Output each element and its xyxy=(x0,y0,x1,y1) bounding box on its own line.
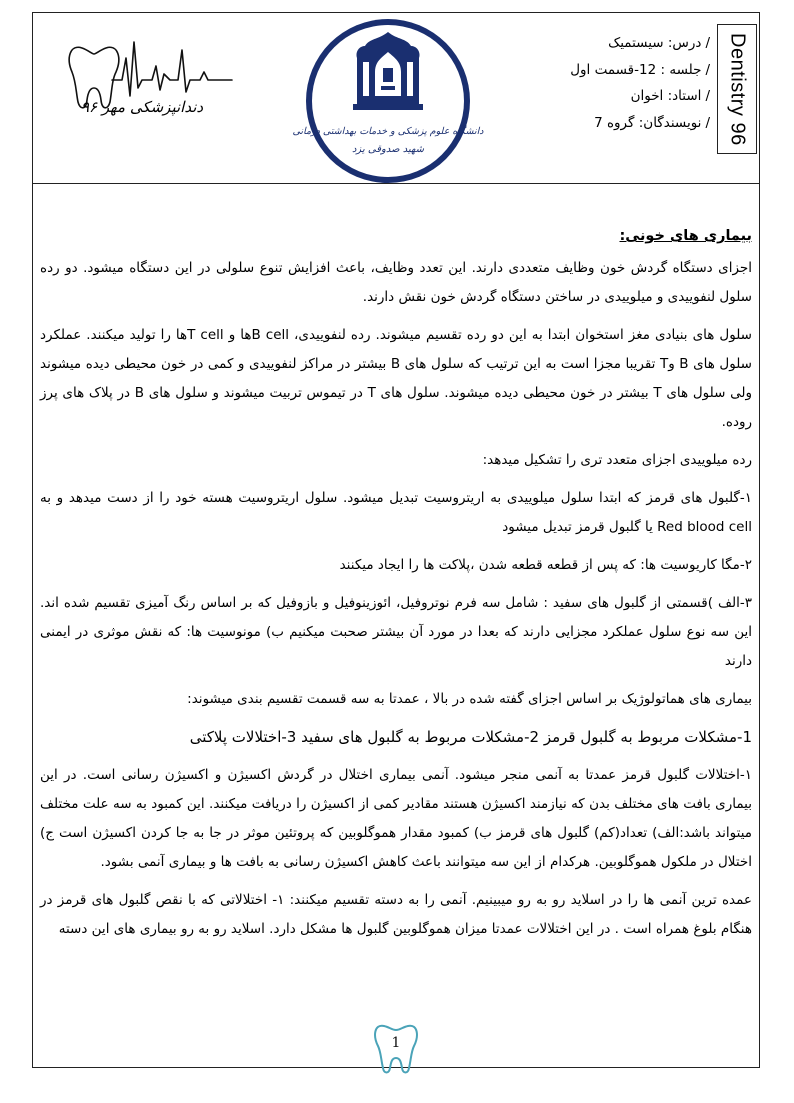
lecture-info-row: /جلسه : 12-قسمت اول xyxy=(570,61,710,78)
emblem-text-line2: شهید صدوقی یزد xyxy=(351,144,425,155)
document-body xyxy=(40,228,752,944)
paragraph: اجزای دستگاه گردش خون وظایف متعددی دارند. این تعدد وظایف، باعث افزایش تنوع سلولی در این دستگاه میشود. دو رده سلول لنفوییدی و میلوییدی در ساختن دستگاه گردش خون نقش دارند. xyxy=(40,260,752,305)
course-tag xyxy=(717,24,757,154)
lecture-info-row: /نویسندگان: گروه 7 xyxy=(594,114,710,131)
lecture-info-row: /درس: سیستمیک xyxy=(608,35,710,51)
paragraph: رده میلوییدی اجزای متعدد تری را تشکیل میدهد: xyxy=(482,452,752,468)
ecg-logo-caption: دندانپزشکی مهر ۹۶ xyxy=(80,98,204,116)
paragraph: ۳-الف )قسمتی از گلبول های سفید : شامل سه فرم نوتروفیل، ائوزینوفیل و بازوفیل که بر اساس رنگ آمیزی تقسیم شده اند. این سه نوع سلول عملکرد مجزایی دارند که بعدا در مورد آن بیشتر صحبت میکنیم ب) مونوسیت ها: که نقش موثری در ایمنی دارند xyxy=(40,595,752,669)
emblem-text-line1: دانشگاه علوم پزشکی و خدمات بهداشتی درمانی xyxy=(292,126,484,137)
paragraph: بیماری های هماتولوژیک بر اساس اجزای گفته شده در بالا ، عمدتا به سه قسمت تقسیم بندی میشوند: xyxy=(187,691,752,707)
course-tag-label: Dentistry 96 xyxy=(726,32,749,146)
section-title: بیماری های خونی: xyxy=(619,228,752,244)
lecture-info-row: /استاد: اخوان xyxy=(630,88,710,104)
page-number-badge xyxy=(372,1020,420,1076)
paragraph: ۲-مگا کاریوسیت ها: که پس از قطعه قطعه شدن ،پلاکت ها را ایجاد میکنند xyxy=(339,557,752,573)
paragraph: عمده ترین آنمی ها را در اسلاید رو به رو میبینیم. آنمی را به دسته تقسیم میکنند: ۱- اختلالاتی که با نقص گلبول های قرمز در هنگام بلوغ همراه است . در این اختلالات عمدتا میزان هموگلوبین گلبول ها مشکل دارد. اسلاید رو به رو بیماری های این دسته xyxy=(40,892,752,937)
paragraph: ۱-اختلالات گلبول قرمز عمدتا به آنمی منجر میشود. آنمی بیماری اختلال در گردش اکسیژن و اکسیژن رسانی است. در این بیماری بافت های مختلف بدن که نیازمند اکسیژن هستند مقادیر کمی از اکسیژن را دریافت میکنند. این کمبود به سه علت مختلف میتواند باشد:الف) تعداد(کم) گلبول های قرمز ب) کمبود مقدار هموگلوبین که پروتئین موثر در جا به جا کردن اکسیژن است ج) اختلال در ملکول هموگلوبین. هرکدام از این سه میتوانند باعث کاهش اکسیژن رسانی به بافت ها و بیماری آنمی بشود. xyxy=(40,767,752,870)
paragraph: سلول های بنیادی مغز استخوان ابتدا به این دو رده تقسیم میشوند. رده لنفوییدی، B cellها و T cellها را تولید میکنند. عملکرد سلول های B وT تقریبا مجزا است به این ترتیب که سلول های B بیشتر در مراکز لنفوییدی و کمی در خون محیطی دیده میشوند ولی سلول های T بیشتر در خون محیطی دیده میشوند. سلول های T در تیموس تربیت میشوند و سلول های B در پلاک های پرز روده. xyxy=(40,327,752,430)
paragraph: 1-مشکلات مربوط به گلبول قرمز 2-مشکلات مربوط به گلبول های سفید 3-اختلالات پلاکتی xyxy=(189,728,752,746)
lecture-info xyxy=(510,30,710,136)
page-number: 1 xyxy=(391,1035,401,1051)
paragraph: ۱-گلبول های قرمز که ابتدا سلول میلوییدی به اریتروسیت تبدیل میشود. سلول اریتروسیت هسته خود را از دست میدهد و به Red blood cell یا گلبول قرمز تبدیل میشود xyxy=(40,490,752,535)
university-emblem xyxy=(292,16,484,186)
